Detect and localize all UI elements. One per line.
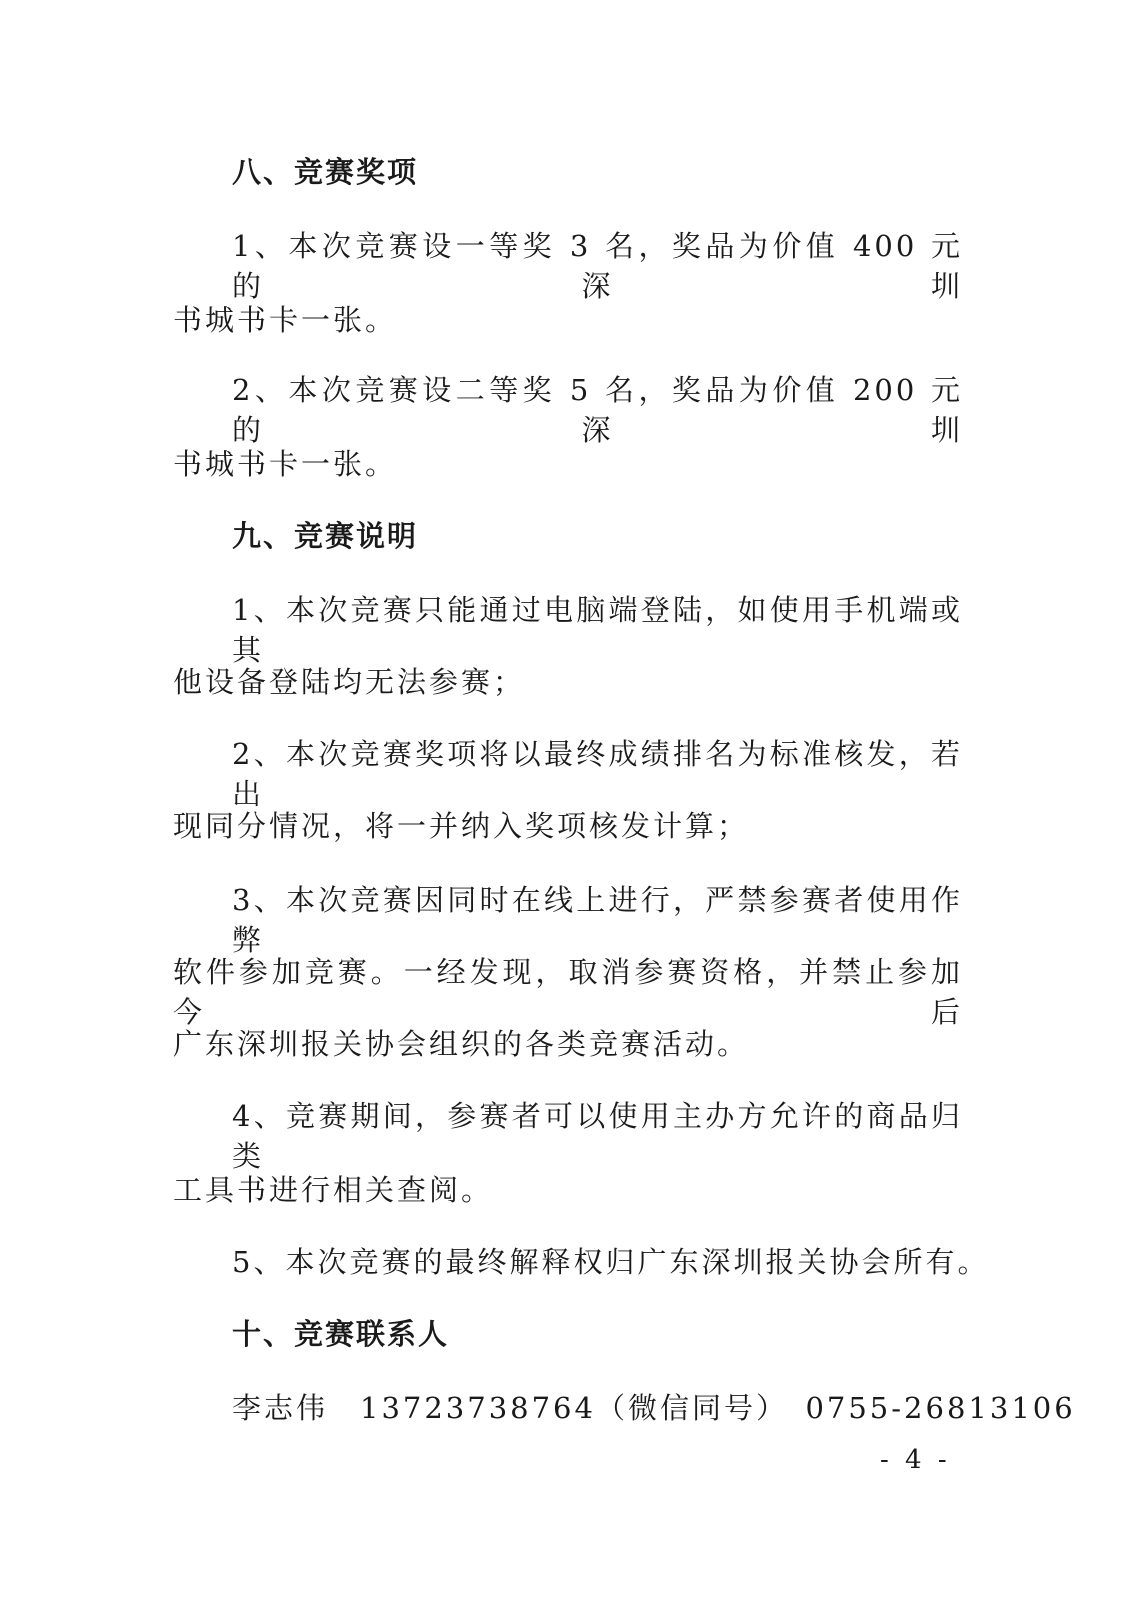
section-10-heading: 十、竞赛联系人 (232, 1317, 450, 1351)
contact-line: 李志伟 13723738764（微信同号） 0755-26813106 (232, 1391, 1076, 1425)
section-9-item-3-line-3: 广东深圳报关协会组织的各类竞赛活动。 (173, 1027, 750, 1061)
section-8-item-2-line-2: 书城书卡一张。 (173, 447, 398, 481)
section-8-heading: 八、竞赛奖项 (232, 155, 419, 189)
section-9-item-1-line-2: 他设备登陆均无法参赛； (173, 665, 526, 699)
section-9-item-4-line-2: 工具书进行相关查阅。 (173, 1173, 494, 1207)
section-8-item-2-line-1: 2、本次竞赛设二等奖 5 名，奖品为价值 200 元的深圳 (232, 373, 963, 447)
section-9-item-3-line-1: 3、本次竞赛因同时在线上进行，严禁参赛者使用作弊 (232, 883, 963, 957)
page-number: - 4 - (880, 1445, 951, 1475)
section-9-heading: 九、竞赛说明 (232, 519, 419, 553)
section-8-item-1-line-1: 1、本次竞赛设一等奖 3 名，奖品为价值 400 元的深圳 (232, 229, 963, 303)
section-9-item-2-line-1: 2、本次竞赛奖项将以最终成绩排名为标准核发，若出 (232, 737, 963, 811)
section-9-item-4-line-1: 4、竞赛期间，参赛者可以使用主办方允许的商品归类 (232, 1099, 963, 1173)
section-9-item-1-line-1: 1、本次竞赛只能通过电脑端登陆，如使用手机端或其 (232, 593, 963, 667)
section-9-item-3-line-2: 软件参加竞赛。一经发现，取消参赛资格，并禁止参加今后 (173, 955, 963, 1029)
section-9-item-5-line-1: 5、本次竞赛的最终解释权归广东深圳报关协会所有。 (232, 1245, 990, 1279)
section-8-item-1-line-2: 书城书卡一张。 (173, 303, 398, 337)
section-9-item-2-line-2: 现同分情况，将一并纳入奖项核发计算； (173, 809, 750, 843)
